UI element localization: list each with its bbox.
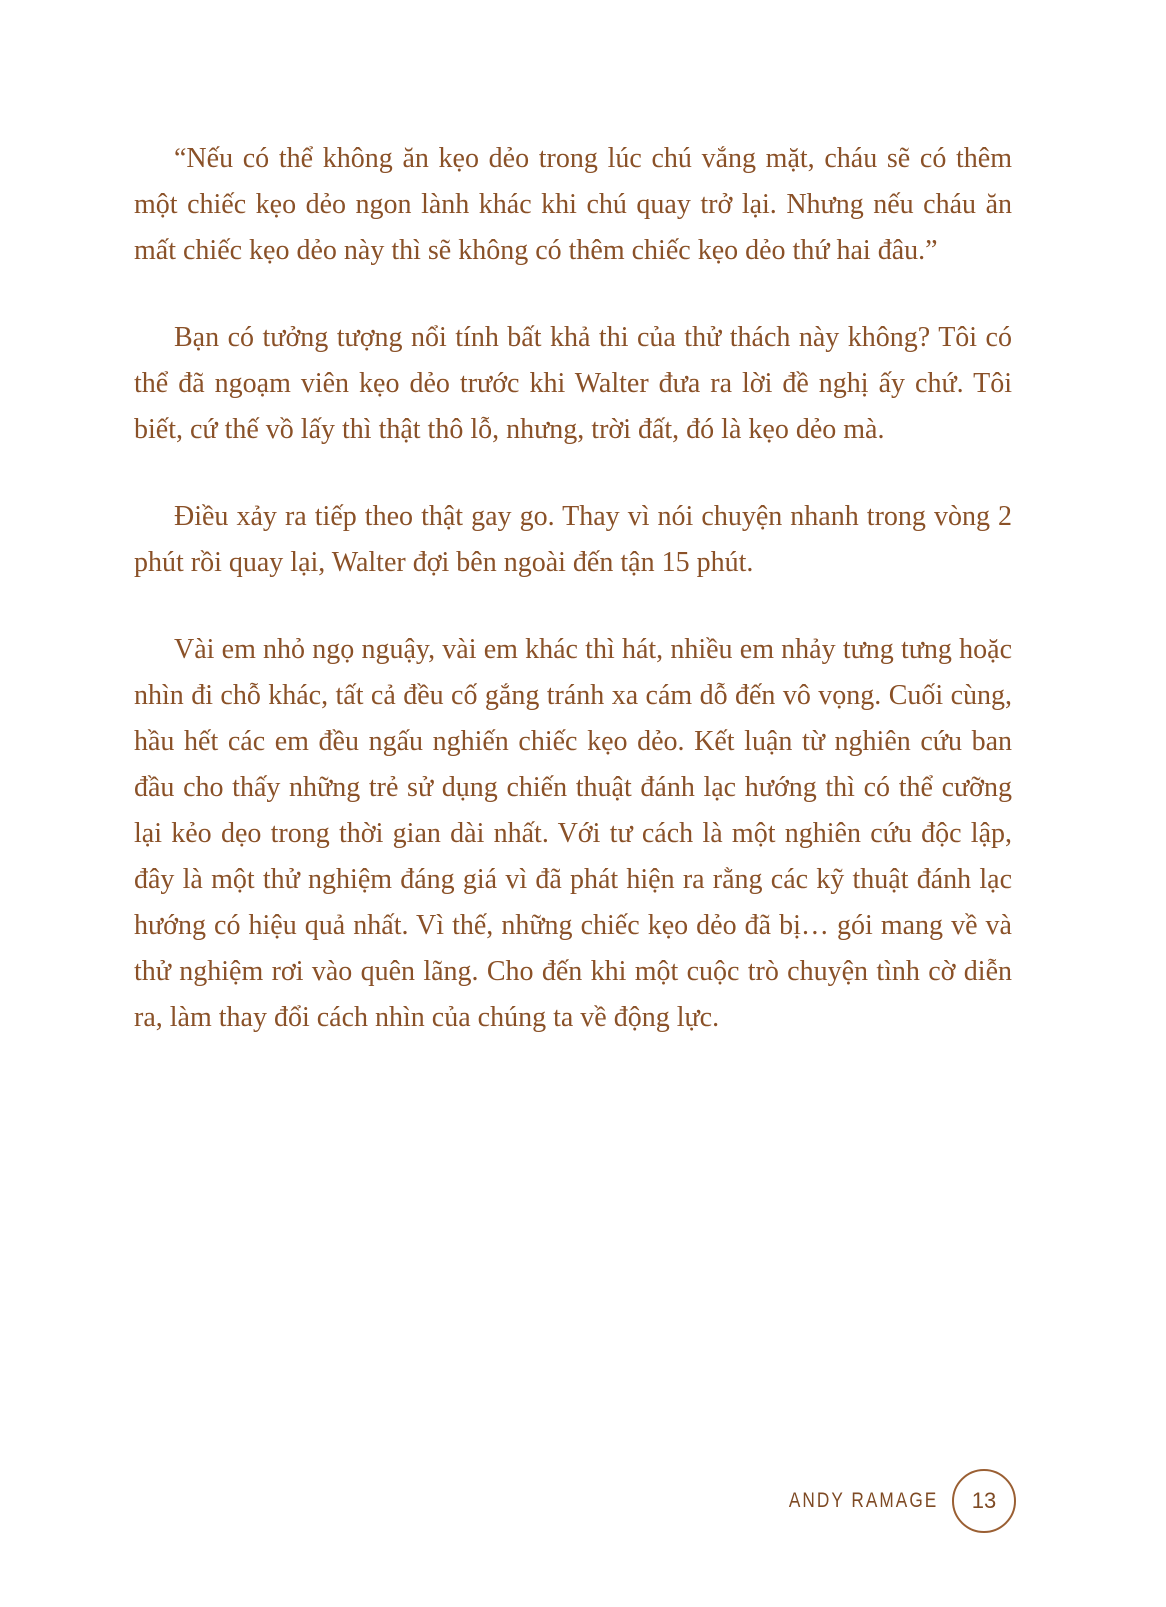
- paragraph-1: “Nếu có thể không ăn kẹo dẻo trong lúc chú vắng mặt, cháu sẽ có thêm một chiếc kẹo dẻo ngon lành khác khi chú quay trở lại. Nhưng nếu cháu ăn mất chiếc kẹo dẻo này thì sẽ không có thêm chiếc kẹo dẻo thứ hai đâu.”: [134, 143, 1012, 266]
- author-name: ANDY RAMAGE: [788, 1489, 938, 1512]
- paragraph-3: Điều xảy ra tiếp theo thật gay go. Thay vì nói chuyện nhanh trong vòng 2 phút rồi quay lại, Walter đợi bên ngoài đến tận 15 phút.: [134, 501, 1012, 578]
- body-text: [134, 136, 1012, 1082]
- page-footer: [756, 1467, 1016, 1535]
- paragraph-2: Bạn có tưởng tượng nổi tính bất khả thi của thử thách này không? Tôi có thể đã ngoạm viên kẹo dẻo trước khi Walter đưa ra lời đề nghị ấy chứ. Tôi biết, cứ thế vồ lấy thì thật thô lỗ, nhưng, trời đất, đó là kẹo dẻo mà.: [134, 322, 1012, 445]
- paragraph-4: Vài em nhỏ ngọ nguậy, vài em khác thì hát, nhiều em nhảy tưng tưng hoặc nhìn đi chỗ khác, tất cả đều cố gắng tránh xa cám dỗ đến vô vọng. Cuối cùng, hầu hết các em đều ngấu nghiến chiếc kẹo dẻo. Kết luận từ nghiên cứu ban đầu cho thấy những trẻ sử dụng chiến thuật đánh lạc hướng thì có thể cưỡng lại kẻo dẹo trong thời gian dài nhất. Với tư cách là một nghiên cứu độc lập, đây là một thử nghiệm đáng giá vì đã phát hiện ra rằng các kỹ thuật đánh lạc hướng có hiệu quả nhất. Vì thế, những chiếc kẹo dẻo đã bị… gói mang về và thử nghiệm rơi vào quên lãng. Cho đến khi một cuộc trò chuyện tình cờ diễn ra, làm thay đổi cách nhìn của chúng ta về động lực.: [134, 634, 1012, 1033]
- page-number: 13: [971, 1488, 997, 1513]
- page-number-badge: [952, 1469, 1016, 1533]
